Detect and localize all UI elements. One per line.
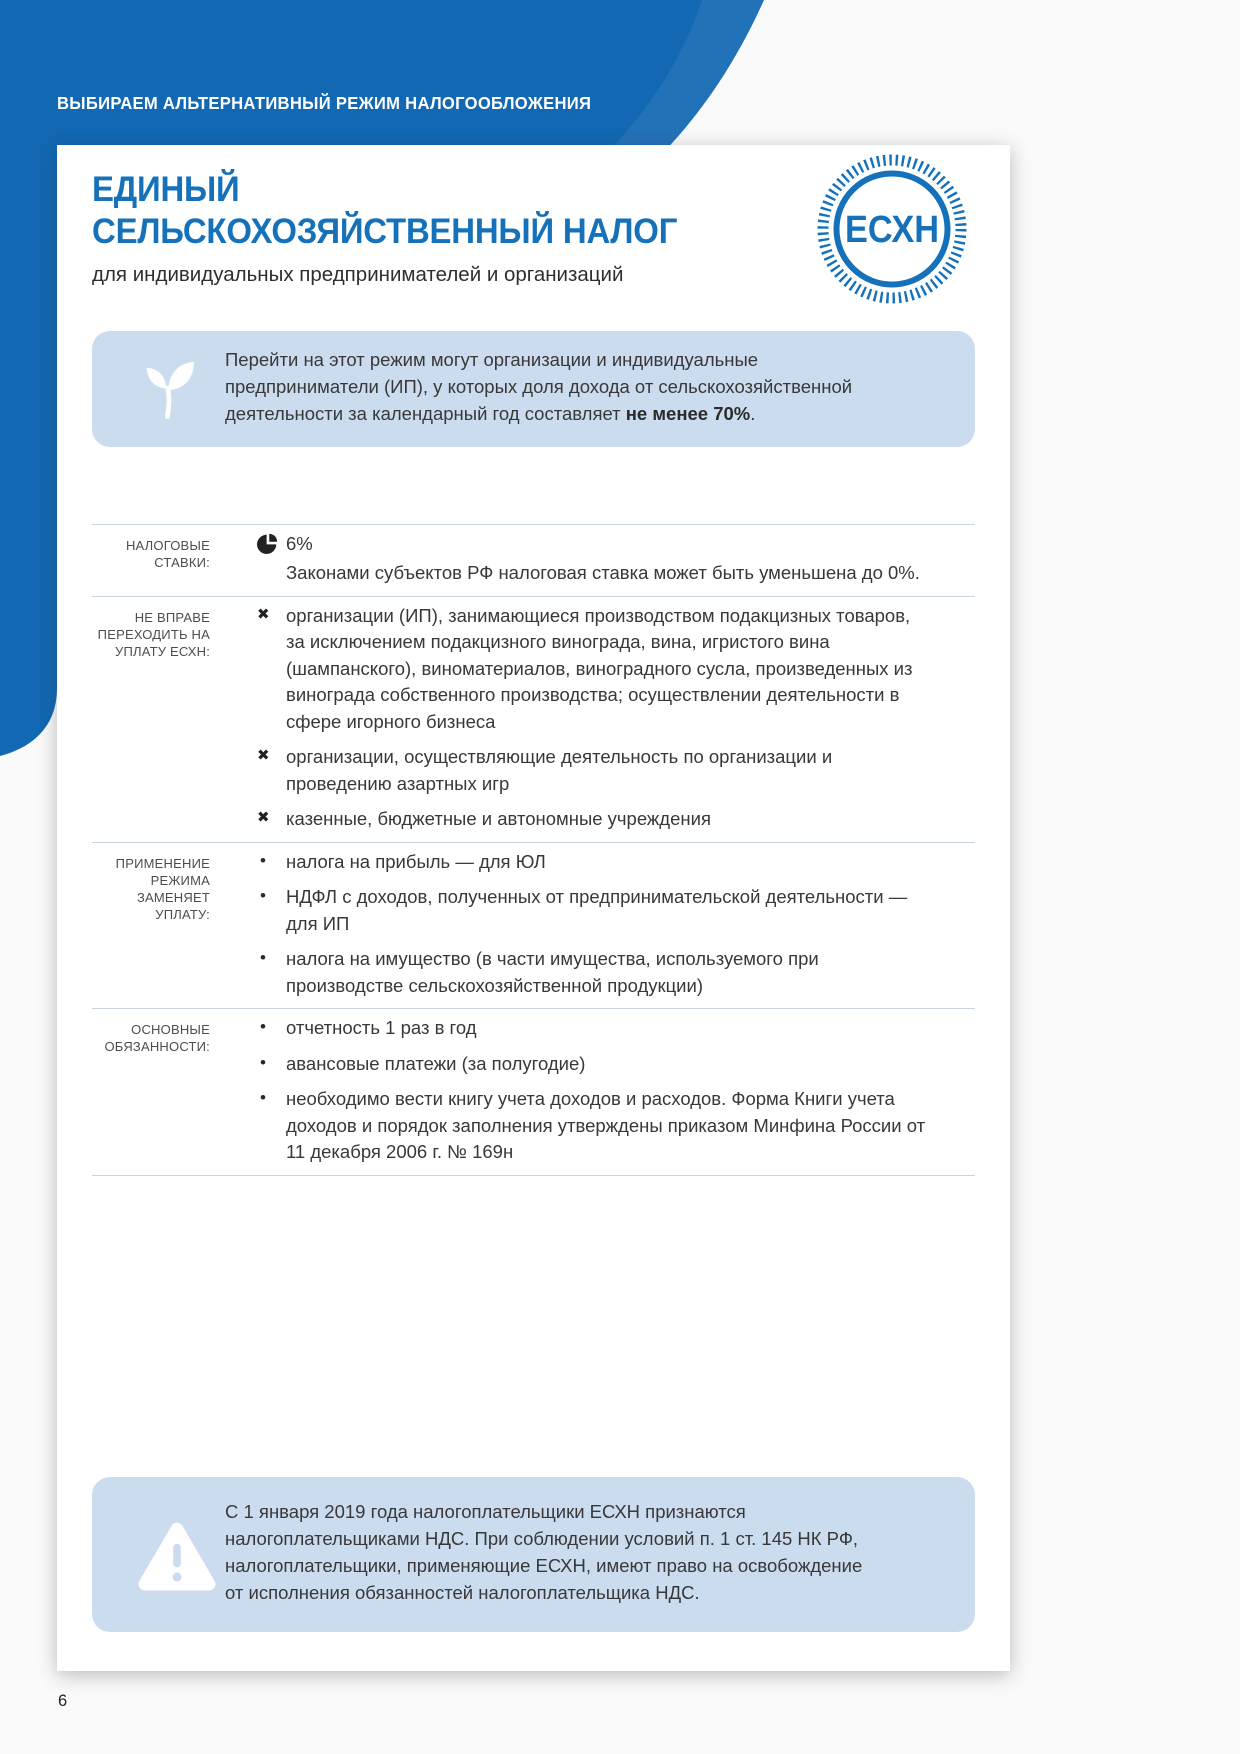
table-row-replaces xyxy=(92,843,975,1010)
item-text: отчетность 1 раз в год xyxy=(286,1017,477,1038)
bullet-icon: • xyxy=(260,948,266,967)
pie-chart-icon xyxy=(257,531,286,558)
item-text: НДФЛ с доходов, полученных от предпринимательской деятельности — для ИП xyxy=(286,886,908,934)
item-text: Законами субъектов РФ налоговая ставка может быть уменьшена до 0%. xyxy=(286,562,920,583)
item-text: 6% xyxy=(286,533,313,554)
item-text: авансовые платежи (за полугодие) xyxy=(286,1052,586,1074)
row-label: НЕ ВПРАВЕ ПЕРЕХОДИТЬ НА УПЛАТУ ЕСХН: xyxy=(97,609,210,659)
list-item xyxy=(257,531,975,558)
list-item xyxy=(257,1051,975,1078)
table-row-not-eligible xyxy=(92,597,975,843)
row-label: НАЛОГОВЫЕ СТАВКИ: xyxy=(125,538,210,570)
bullet-icon: • xyxy=(260,1088,266,1107)
item-text: необходимо вести книгу учета доходов и расходов. Форма Книги учета доходов и порядок заполнения утверждены приказом Минфина России от 11 декабря 2006 г. № 169н xyxy=(286,1088,926,1162)
row-content xyxy=(257,1015,975,1166)
item-text: налога на прибыль — для ЮЛ xyxy=(286,850,546,872)
row-content xyxy=(257,849,975,1000)
cross-icon: ✖ xyxy=(257,809,270,826)
cross-icon: ✖ xyxy=(257,747,270,764)
row-label: ОСНОВНЫЕ ОБЯЗАННОСТИ: xyxy=(104,1022,210,1054)
list-item xyxy=(257,1086,975,1166)
tax-facts-table xyxy=(92,524,975,1176)
table-row-obligations xyxy=(92,1009,975,1176)
table-row-tax-rates xyxy=(92,525,975,597)
content-card xyxy=(57,145,1010,1671)
list-item xyxy=(257,603,975,736)
row-content xyxy=(257,603,975,833)
page-title xyxy=(92,169,677,253)
list-item xyxy=(257,884,975,937)
eshn-badge xyxy=(813,150,971,308)
bullet-icon: • xyxy=(260,886,266,905)
intro-text xyxy=(225,346,893,427)
intro-text-bold: не менее 70% xyxy=(625,403,751,424)
warning-icon xyxy=(136,1518,218,1592)
bullet-icon: • xyxy=(260,1052,266,1072)
cross-icon: ✖ xyxy=(257,605,270,623)
list-item xyxy=(257,560,975,587)
vat-notice-text: С 1 января 2019 года налогоплательщики ЕСХН признаются налогоплательщиками НДС. При соблюдении условий п. 1 ст. 145 НК РФ, налогоплательщики, применяющие ЕСХН, имеют право на освобождение от исполнения обязанностей налогоплательщика НДС. xyxy=(225,1501,863,1603)
bullet-icon: • xyxy=(260,850,266,870)
row-label: ПРИМЕНЕНИЕ РЕЖИМА ЗАМЕНЯЕТ УПЛАТУ: xyxy=(115,855,210,922)
item-text: казенные, бюджетные и автономные учреждения xyxy=(286,808,711,829)
intro-text-end: . xyxy=(750,403,756,424)
intro-panel xyxy=(92,331,975,447)
item-text: налога на имущество (в части имущества, используемого при производстве сельскохозяйственной продукции) xyxy=(286,948,819,996)
intro-text-start: Перейти на этот режим могут организации и индивидуальные предприниматели (ИП), у которых доля дохода от сельскохозяйственной деятельности за календарный год составляет xyxy=(225,349,853,424)
vat-notice-panel xyxy=(92,1477,975,1632)
sprout-icon xyxy=(136,355,204,423)
list-item xyxy=(257,946,975,999)
row-content xyxy=(257,531,975,587)
no-marker xyxy=(257,560,286,587)
list-item xyxy=(257,806,975,833)
list-item xyxy=(257,1015,975,1042)
badge-label: ЕСХН xyxy=(845,209,939,251)
list-item xyxy=(257,849,975,876)
bullet-icon: • xyxy=(260,1017,266,1036)
item-text: организации (ИП), занимающиеся производством подакцизных товаров, за исключением подакцизного винограда, вина, игристого вина (шампанского), виноматериалов, виноградного сусла, произведенных из винограда собственного производства; осуществлении деятельности в сфере игорного бизнеса xyxy=(286,604,913,732)
section-strip-title: ВЫБИРАЕМ АЛЬТЕРНАТИВНЫЙ РЕЖИМ НАЛОГООБЛОЖЕНИЯ xyxy=(57,93,592,113)
page-subtitle: для индивидуальных предпринимателей и организаций xyxy=(92,263,624,286)
list-item xyxy=(257,744,975,797)
item-text: организации, осуществляющие деятельность по организации и проведению азартных игр xyxy=(286,746,833,794)
page-title-line1: ЕДИНЫЙ xyxy=(92,170,240,209)
page-title-line2: СЕЛЬСКОХОЗЯЙСТВЕННЫЙ НАЛОГ xyxy=(92,212,678,251)
page-number: 6 xyxy=(58,1692,68,1710)
